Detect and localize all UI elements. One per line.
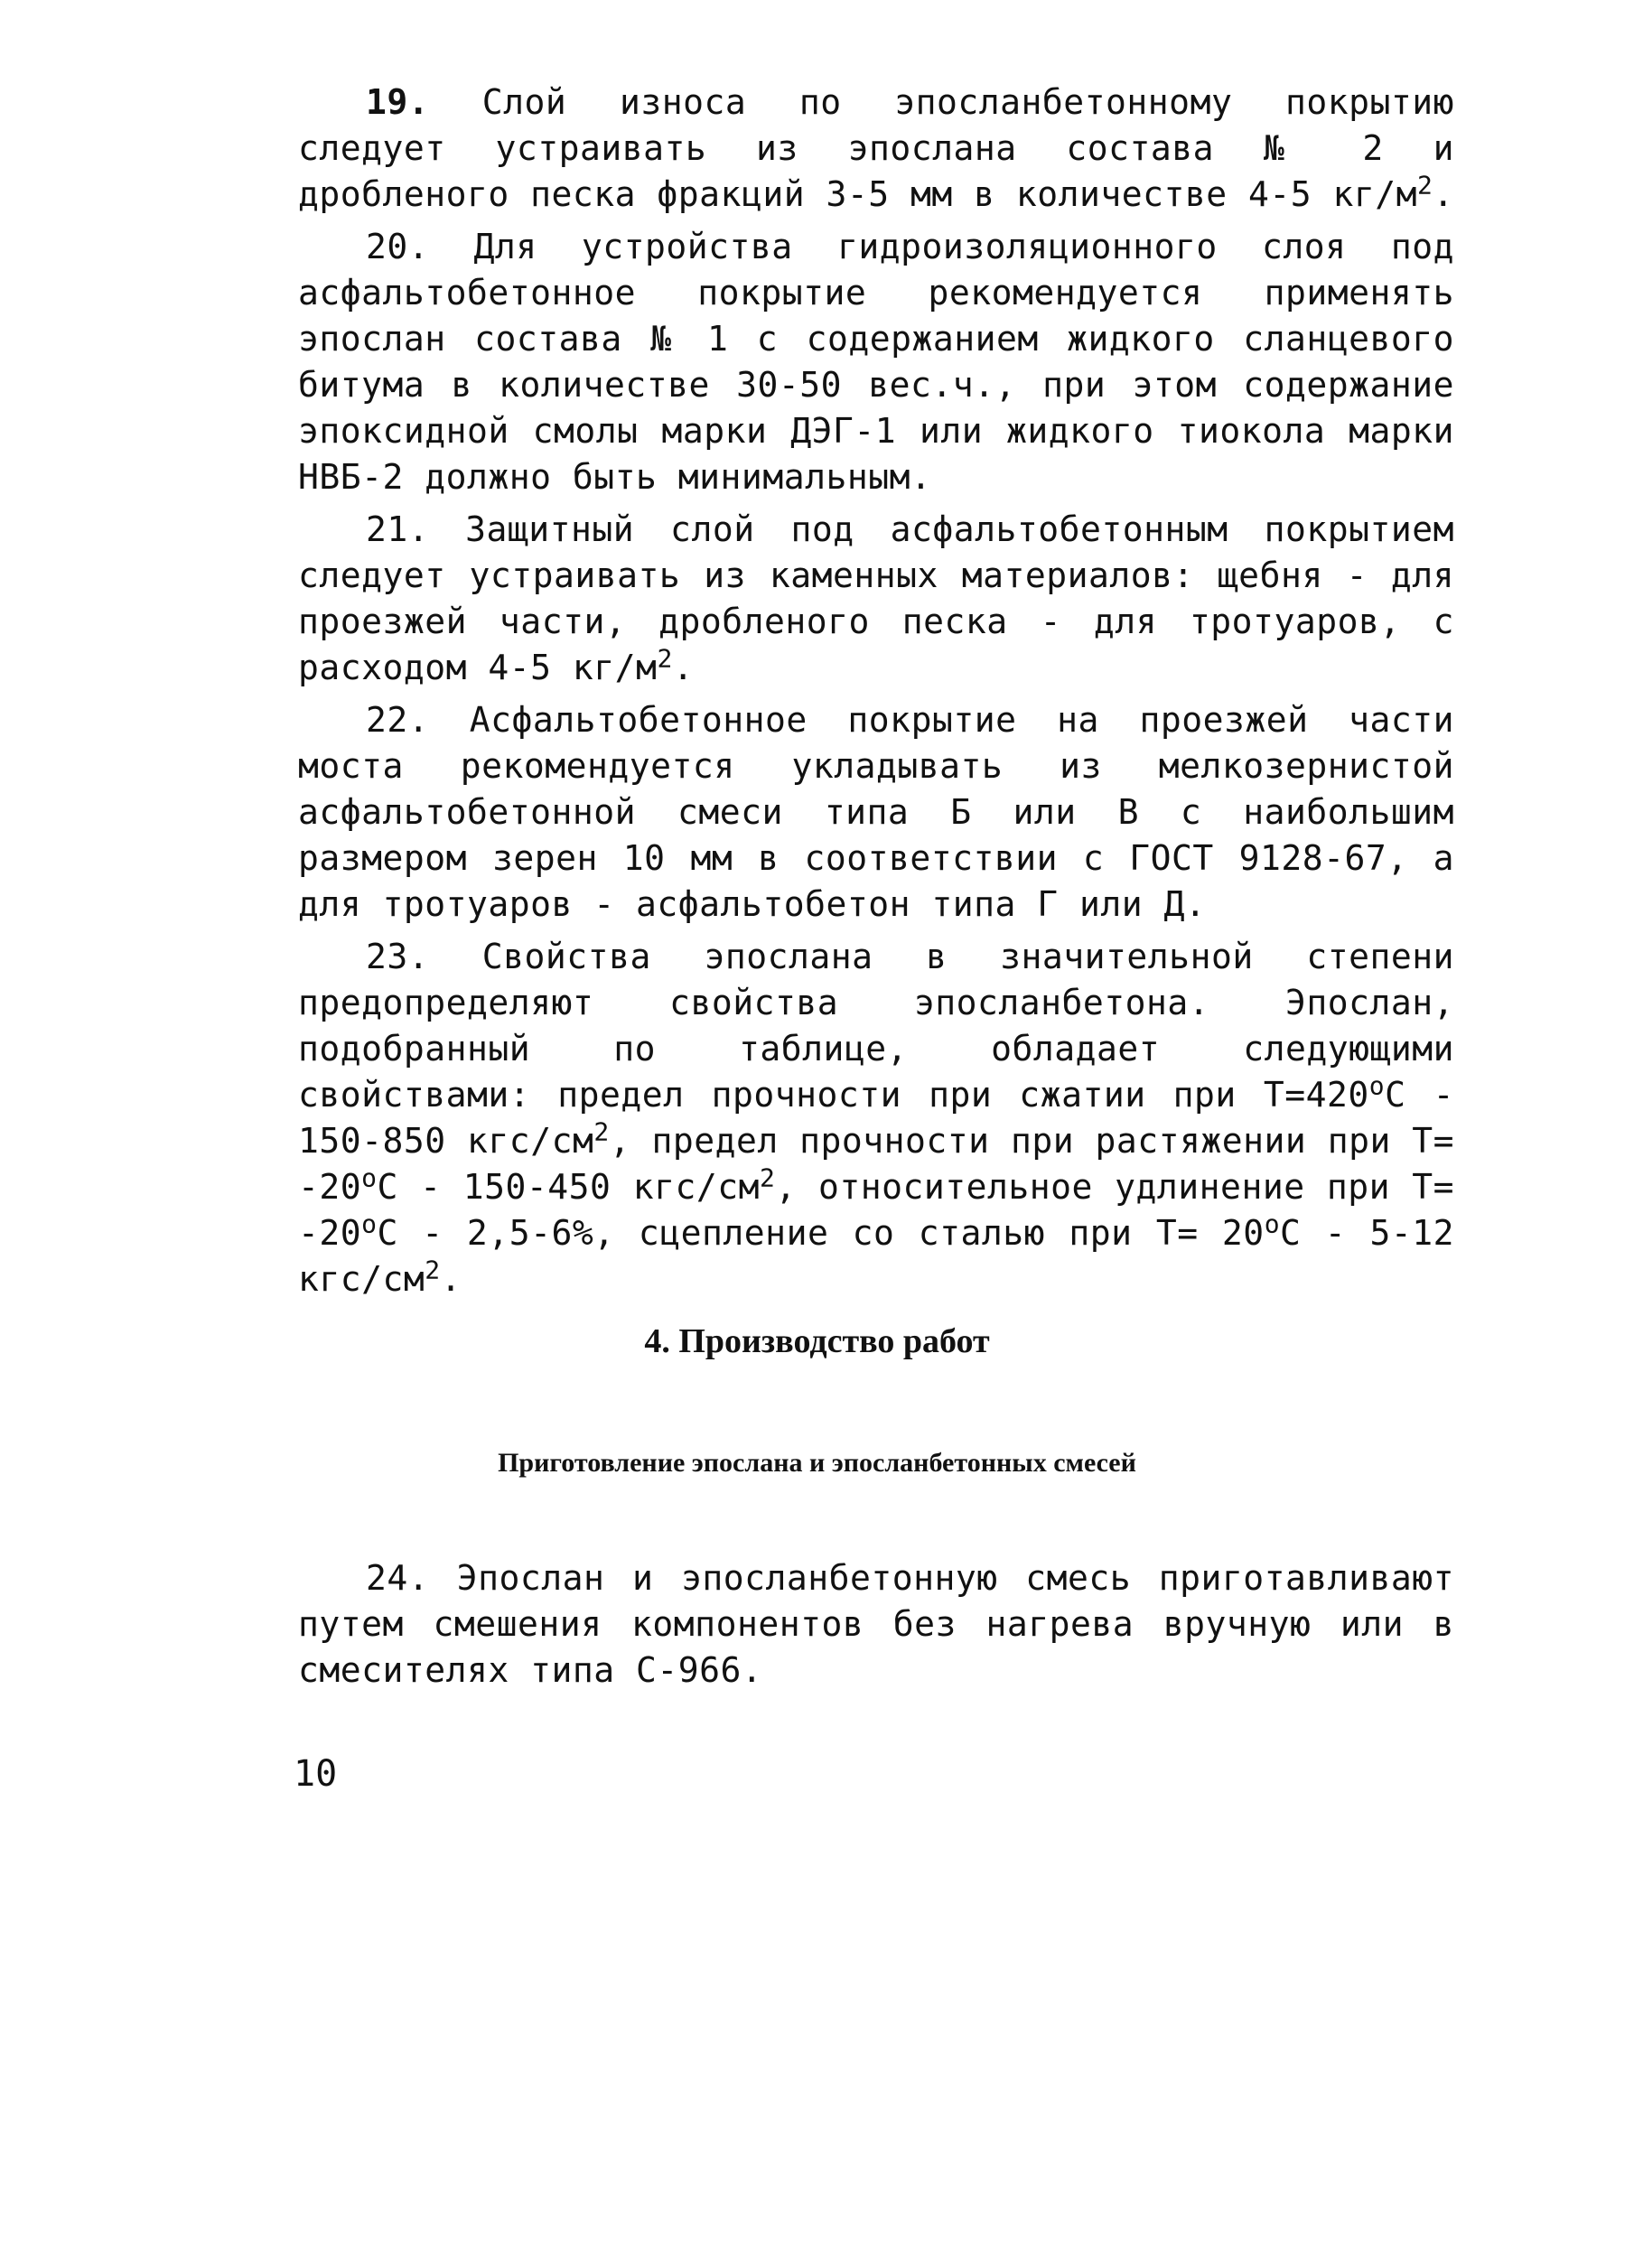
paragraph-24 bbox=[298, 1555, 1454, 1694]
degree-mark: о bbox=[361, 1162, 378, 1193]
body-text-upper bbox=[298, 79, 1454, 1309]
paragraph-number: 24. bbox=[366, 1558, 430, 1598]
paragraph-19 bbox=[298, 79, 1454, 218]
paragraph-number: 19. bbox=[366, 82, 430, 122]
paragraph-text: Асфальтобетонное покрытие на проезжей части моста рекомендуется укладывать из мелкозернистой асфальтобетонной смеси типа Б или В с наибольшим размером зерен 10 мм в соответствии с ГОСТ 9128-67, а для тротуаров - асфальтобетон типа Г или Д. bbox=[298, 700, 1454, 924]
section-heading: 4. Производство работ bbox=[644, 1322, 990, 1360]
paragraph-text: Слой износа по эпосланбетонному покрытию следует устраивать из эпослана состава № 2 и дробленого песка фракций 3-5 мм в количестве 4-5 кг/м bbox=[298, 82, 1454, 214]
paragraph-text-end: . bbox=[1433, 174, 1454, 214]
paragraph-text-part-5: , относительное удлинение при Т= -20 bbox=[298, 1167, 1454, 1253]
paragraph-22 bbox=[298, 697, 1454, 928]
paragraph-23 bbox=[298, 934, 1454, 1302]
paragraph-text-part-2: С - 150-850 кгс/см bbox=[298, 1075, 1454, 1161]
subsection-heading: Приготовление эпослана и эпосланбетонных смесей bbox=[498, 1448, 1136, 1478]
paragraph-text-end: . bbox=[672, 648, 695, 687]
paragraph-number: 21. bbox=[366, 509, 430, 549]
degree-mark: о bbox=[1368, 1070, 1386, 1101]
superscript: 2 bbox=[759, 1162, 776, 1193]
paragraph-number: 23. bbox=[366, 937, 430, 976]
paragraph-text-part-6: С - 2,5-6%, сцепление со сталью при Т= 20 bbox=[377, 1213, 1265, 1253]
degree-mark: о bbox=[1264, 1209, 1281, 1239]
paragraph-text-part-8: . bbox=[440, 1259, 462, 1299]
paragraph-text: Для устройства гидроизоляционного слоя под асфальтобетонное покрытие рекомендуется применять эпослан состава № 1 с содержанием жидкого сланцевого битума в количестве 30-50 вес.ч., при этом содержание эпоксидной смолы марки ДЭГ-1 или жидкого тиокола марки НВБ-2 должно быть минимальным. bbox=[298, 227, 1454, 497]
paragraph-text: Эпослан и эпосланбетонную смесь приготавливают путем смешения компонентов без нагрева вручную или в смесителях типа С-966. bbox=[298, 1558, 1454, 1690]
degree-mark: о bbox=[361, 1209, 378, 1239]
superscript: 2 bbox=[1417, 170, 1433, 201]
page-number: 10 bbox=[294, 1753, 338, 1795]
body-text-lower bbox=[298, 1555, 1454, 1700]
paragraph-text-part-4: С - 150-450 кгс/см bbox=[377, 1167, 760, 1207]
paragraph-text-part-3: , предел прочности при растяжении при Т= -20 bbox=[298, 1121, 1454, 1207]
paragraph-number: 22. bbox=[366, 700, 430, 740]
paragraph-text-part-1: Свойства эпослана в значительной степени предопределяют свойства эпосланбетона. Эпослан, подобранный по таблице, обладает следующими свойствами: предел прочности при сжатии при Т=420 bbox=[298, 937, 1454, 1115]
superscript: 2 bbox=[593, 1116, 610, 1147]
paragraph-21 bbox=[298, 507, 1454, 691]
superscript: 2 bbox=[657, 643, 673, 674]
paragraph-text: Защитный слой под асфальтобетонным покрытием следует устраивать из каменных материалов: щебня - для проезжей части, дробленого песка - для тротуаров, с расходом 4-5 кг/м bbox=[298, 509, 1454, 687]
paragraph-20 bbox=[298, 224, 1454, 500]
paragraph-text-part-7: С - 5-12 кгс/см bbox=[298, 1213, 1454, 1299]
superscript: 2 bbox=[425, 1255, 441, 1285]
paragraph-number: 20. bbox=[366, 227, 430, 266]
